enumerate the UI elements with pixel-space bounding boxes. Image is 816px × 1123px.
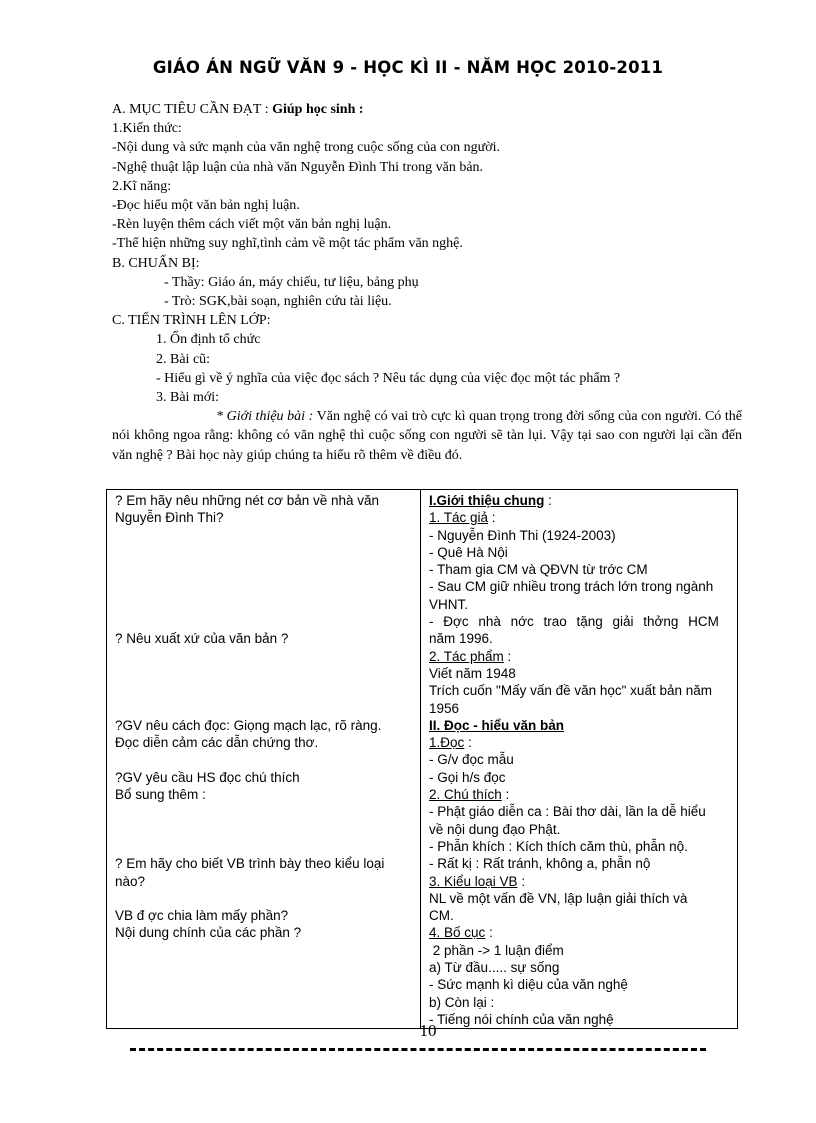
work-item: Viết năm 1948 xyxy=(429,665,516,681)
intro-paragraph xyxy=(112,407,742,465)
question-reading-cont: Đọc diễn cảm các dẫn chứng thơ. xyxy=(115,735,319,751)
notes-title-tail: : xyxy=(501,787,510,803)
question-type: ? Em hãy cho biết VB trình bày theo kiểu loại xyxy=(115,856,385,872)
type-item: CM. xyxy=(429,908,454,924)
knowledge-item: -Nội dung và sức mạnh của văn nghệ trong cuộc sống của con người. xyxy=(112,140,501,156)
author-title: 1. Tác giả xyxy=(429,510,489,526)
notes-item: - Phẫn khích : Kích thích căm thù, phẫn nộ. xyxy=(429,838,688,854)
layout-title-tail: : xyxy=(485,925,493,941)
question-origin: ? Nêu xuất xứ của văn bản ? xyxy=(115,631,289,647)
read-item: - G/v đọc mẫu xyxy=(429,752,514,768)
author-item: - Đợc nhà nớc trao tặng giải thởng HCM xyxy=(429,614,719,630)
author-item: - Nguyễn Đình Thi (1924-2003) xyxy=(429,527,616,543)
page-number: 10 xyxy=(419,1021,437,1040)
read-title: 1.Đọc xyxy=(429,735,465,751)
page-header-title: GIÁO ÁN NGỮ VĂN 9 - HỌC KÌ II - NĂM HỌC 2010-2011 xyxy=(152,58,664,77)
section-a-bold: Giúp học sinh : xyxy=(272,102,364,117)
notes-item: về nội dung đạo Phật. xyxy=(429,821,561,837)
notes-item: - Rất kị : Rất tránh, không a, phẫn nộ xyxy=(429,856,651,872)
author-item: - Tham gia CM và QĐVN từ trớc CM xyxy=(429,562,648,578)
step-2: 2. Bài cũ: xyxy=(156,351,211,367)
heading-reading: II. Đọc - hiểu văn bản xyxy=(429,717,565,733)
work-item: Trích cuốn "Mấy vấn đề văn học" xuất bản năm xyxy=(429,683,712,699)
question-notes: ?GV yêu cầu HS đọc chú thích xyxy=(115,769,300,785)
intro-text: Văn nghệ có vai trò cực kì quan trọng trong đời sống của con người. Có thể nói không ngoa rằng: không có văn nghệ thì cuộc sống con người sẽ tàn lụi. Vậy tại sao con người lại cần đến văn nghệ ? Bài học này giúp chúng ta hiểu rõ thêm về điều đó. xyxy=(112,409,742,463)
section-a-prefix: A. MỤC TIÊU CẦN ĐẠT : xyxy=(112,102,273,117)
question-layout-cont: Nội dung chính của các phần ? xyxy=(115,925,302,941)
type-title-tail: : xyxy=(517,873,526,889)
section-a-title xyxy=(112,100,742,119)
content-column xyxy=(421,490,738,1029)
notes-item: - Phật giáo diễn ca : Bài thơ dài, lần la dễ hiểu xyxy=(429,804,706,820)
read-item: - Gọi h/s đọc xyxy=(429,769,506,785)
work-item: 1956 xyxy=(429,700,460,716)
heading-general-tail: : xyxy=(544,493,552,508)
question-author: ? Em hãy nêu những nét cơ bản về nhà văn xyxy=(115,493,380,508)
intro-label: * Giới thiệu bài : xyxy=(216,409,314,425)
layout-item: - Sức mạnh kì diệu của văn nghệ xyxy=(429,977,628,993)
author-item: VHNT. xyxy=(429,596,469,612)
question-type-cont: nào? xyxy=(115,873,146,889)
skills-item: -Rèn luyện thêm cách viết một văn bản nghị luận. xyxy=(112,217,392,233)
section-c-title: C. TIẾN TRÌNH LÊN LỚP: xyxy=(112,313,271,329)
type-title: 3. Kiểu loại VB xyxy=(429,873,518,889)
notes-title: 2. Chú thích xyxy=(429,787,502,803)
author-item: năm 1996. xyxy=(429,631,493,647)
skills-title: 2.Kĩ năng: xyxy=(112,178,172,194)
step-3: 3. Bài mới: xyxy=(156,390,220,406)
author-item: - Quê Hà Nội xyxy=(429,544,508,560)
lesson-table xyxy=(106,489,738,1029)
question-layout: VB đ ợc chia làm mấy phần? xyxy=(115,908,289,924)
step-1: 1. Ổn định tổ chức xyxy=(156,332,261,348)
type-item: NL về một vấn đề VN, lập luận giải thích và xyxy=(429,890,688,906)
skills-item: -Đọc hiểu một văn bản nghị luận. xyxy=(112,198,300,214)
heading-general: I.Giới thiệu chung xyxy=(429,493,545,508)
layout-item: - Tiếng nói chính của văn nghệ xyxy=(429,1011,614,1027)
work-title: 2. Tác phẩm xyxy=(429,648,504,664)
footer-divider xyxy=(130,1048,706,1051)
step-2-question: - Hiểu gì về ý nghĩa của việc đọc sách ? Nêu tác dụng của việc đọc một tác phẩm ? xyxy=(156,370,621,386)
author-title-tail: : xyxy=(488,510,496,526)
read-title-tail: : xyxy=(464,735,472,751)
prep-item: - Thầy: Giáo án, máy chiếu, tư liệu, bảng phụ xyxy=(164,274,419,290)
knowledge-item: -Nghệ thuật lập luận của nhà văn Nguyễn Đình Thi trong văn bản. xyxy=(112,159,484,175)
question-notes-cont: Bổ sung thêm : xyxy=(115,787,206,803)
teacher-questions-column xyxy=(107,490,421,1029)
section-b-title: B. CHUẨN BỊ: xyxy=(112,255,200,271)
work-title-tail: : xyxy=(503,648,512,664)
prep-item: - Trò: SGK,bài soạn, nghiên cứu tài liệu. xyxy=(164,294,392,310)
skills-item: -Thể hiện những suy nghĩ,tình cảm về một tác phẩm văn nghệ. xyxy=(112,236,463,252)
lesson-intro xyxy=(112,100,742,465)
author-item: - Sau CM giữ nhiều trong trách lớn trong ngành xyxy=(429,579,714,595)
layout-item: 2 phần -> 1 luận điểm xyxy=(429,942,564,958)
question-reading: ?GV nêu cách đọc: Giọng mạch lạc, rõ ràng. xyxy=(115,717,382,733)
layout-title: 4. Bố cục xyxy=(429,925,486,941)
knowledge-title: 1.Kiến thức: xyxy=(112,121,182,137)
layout-item: b) Còn lại : xyxy=(429,994,495,1010)
layout-item: a) Từ đầu..... sự sống xyxy=(429,960,560,976)
question-author-cont: Nguyễn Đình Thi? xyxy=(115,510,224,526)
